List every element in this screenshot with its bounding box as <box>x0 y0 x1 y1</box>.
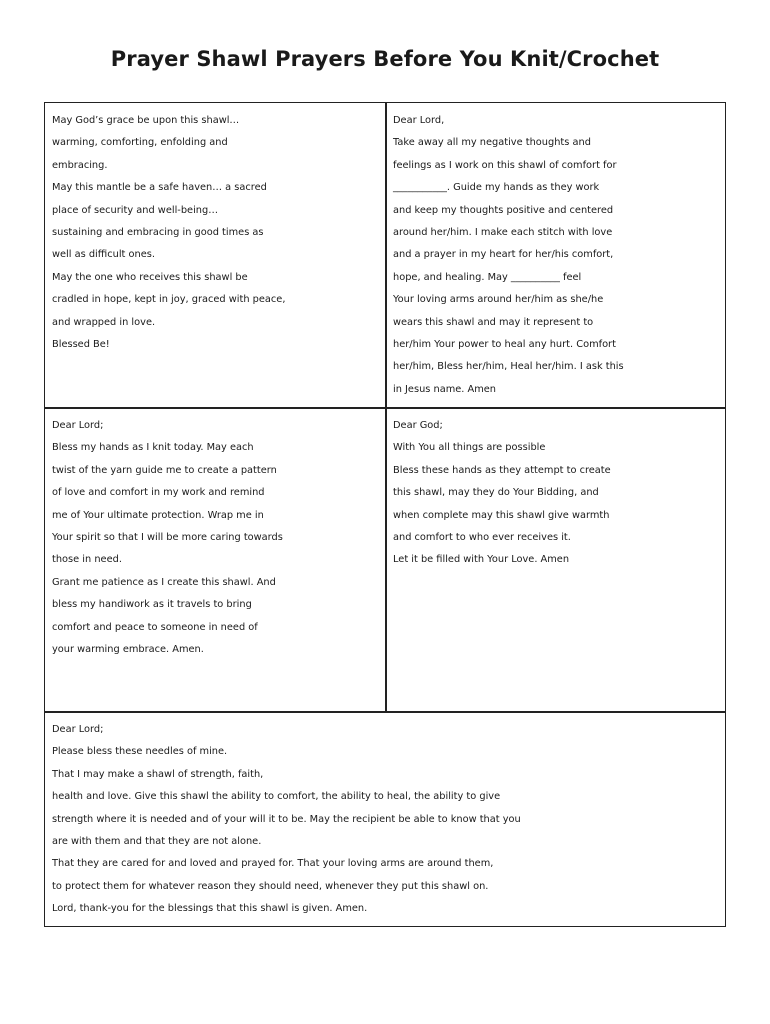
prayer-line: warming, comforting, enfolding and <box>52 137 228 149</box>
prayer-line: of love and comfort in my work and remind <box>52 487 265 499</box>
prayer-line: those in need. <box>52 554 122 566</box>
prayer-line: her/him Your power to heal any hurt. Comfort <box>393 339 616 351</box>
prayer-line: health and love. Give this shawl the ability to comfort, the ability to heal, the ability to give <box>52 791 501 803</box>
prayer-line: Blessed Be! <box>52 339 110 351</box>
prayer-line: her/him, Bless her/him, Heal her/him. I ask this <box>393 361 624 373</box>
prayer-line: Bless my hands as I knit today. May each <box>52 442 254 454</box>
prayer-line: this shawl, may they do Your Bidding, and <box>393 487 599 499</box>
prayer-line: embracing. <box>52 159 108 171</box>
prayer-line: well as difficult ones. <box>52 249 155 261</box>
prayer-line: Grant me patience as I create this shawl. And <box>52 576 276 588</box>
prayer-line: around her/him. I make each stitch with love <box>393 227 613 239</box>
prayer-line: That they are cared for and loved and prayed for. That your loving arms are around them, <box>52 858 494 870</box>
prayer-line: That I may make a shawl of strength, faith, <box>52 768 264 780</box>
prayer-line: twist of the yarn guide me to create a pattern <box>52 464 277 476</box>
prayer-line: Dear God; <box>393 420 443 431</box>
prayer-line: Your spirit so that I will be more caring towards <box>52 532 283 544</box>
prayer-box-3 <box>45 408 385 711</box>
prayer-line: ___________. Guide my hands as they work <box>393 182 600 194</box>
prayer-line: May this mantle be a safe haven… a sacred <box>52 182 267 194</box>
prayer-line: wears this shawl and may it represent to <box>393 316 594 328</box>
prayer-line: place of security and well-being… <box>52 204 219 216</box>
prayer-box-4 <box>386 408 727 711</box>
prayer-line: Bless these hands as they attempt to create <box>393 464 611 476</box>
prayer-line: May the one who receives this shawl be <box>52 271 248 283</box>
prayer-line: With You all things are possible <box>393 442 546 454</box>
prayer-line: comfort and peace to someone in need of <box>52 621 258 633</box>
prayer-line: Dear Lord; <box>52 724 104 735</box>
prayer-box-5 <box>45 712 727 926</box>
prayer-line: hope, and healing. May __________ feel <box>393 271 582 283</box>
prayer-line: and a prayer in my heart for her/his comfort, <box>393 249 614 261</box>
prayer-line: are with them and that they are not alone. <box>52 836 262 848</box>
prayer-line: bless my handiwork as it travels to bring <box>52 599 252 611</box>
prayer-line: cradled in hope, kept in joy, graced with peace, <box>52 294 286 306</box>
prayer-line: to protect them for whatever reason they should need, whenever they put this shawl on. <box>52 880 489 892</box>
prayer-line: Let it be filled with Your Love. Amen <box>393 554 570 566</box>
prayer-line: Your loving arms around her/him as she/he <box>393 294 604 306</box>
prayer-line: when complete may this shawl give warmth <box>393 509 610 521</box>
prayer-line: strength where it is needed and of your will it to be. May the recipient be able to know that you <box>52 813 521 825</box>
prayer-line: Dear Lord, <box>393 115 445 126</box>
prayer-line: and keep my thoughts positive and centered <box>393 204 614 216</box>
prayer-line: May God’s grace be upon this shawl… <box>52 115 240 126</box>
prayer-box-2 <box>386 103 727 407</box>
prayer-table <box>44 102 726 927</box>
prayer-line: Please bless these needles of mine. <box>52 746 228 758</box>
prayer-line: sustaining and embracing in good times as <box>52 227 264 239</box>
prayer-box-1 <box>45 103 385 407</box>
prayer-line: your warming embrace. Amen. <box>52 644 204 656</box>
prayer-line: and comfort to who ever receives it. <box>393 532 571 544</box>
page-title: Prayer Shawl Prayers Before You Knit/Crochet <box>110 47 660 71</box>
prayer-line: in Jesus name. Amen <box>393 383 496 395</box>
prayer-line: me of Your ultimate protection. Wrap me in <box>52 509 264 521</box>
prayer-line: Dear Lord; <box>52 420 104 431</box>
prayer-line: Take away all my negative thoughts and <box>393 137 591 149</box>
prayer-line: Lord, thank-you for the blessings that this shawl is given. Amen. <box>52 903 368 915</box>
prayer-line: feelings as I work on this shawl of comfort for <box>393 159 617 171</box>
prayer-line: and wrapped in love. <box>52 316 156 328</box>
